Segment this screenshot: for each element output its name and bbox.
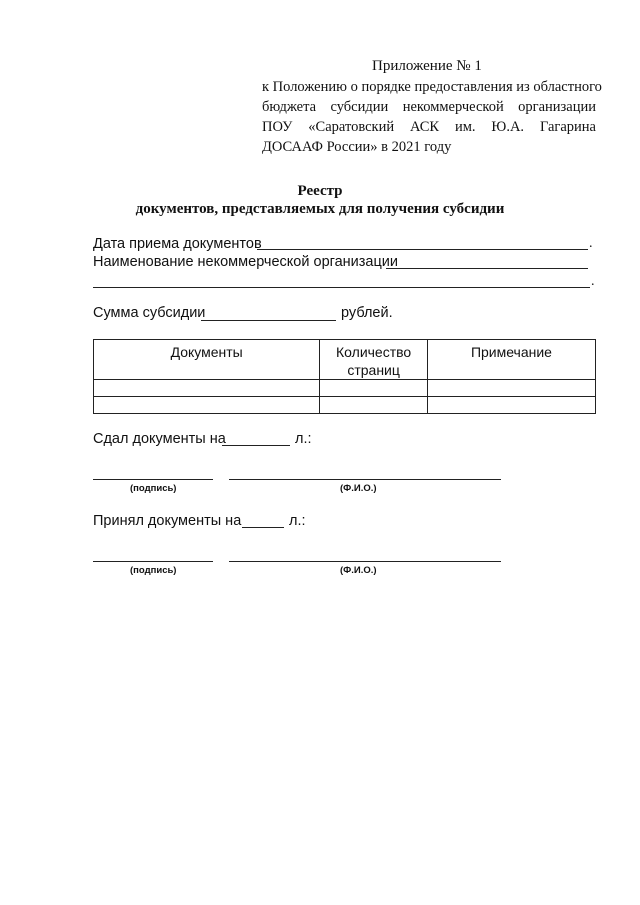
appendix-line-1: к Положению о порядке предоставления из областного [262, 79, 602, 95]
table-cell[interactable] [320, 380, 428, 397]
header-documents: Документы [94, 340, 320, 380]
appendix-line-4: ДОСААФ России» в 2021 году [262, 139, 452, 155]
date-label: Дата приема документов [93, 236, 262, 252]
appendix-line-3: ПОУ «Саратовский АСК им. Ю.А. Гагарина [262, 119, 596, 135]
documents-table [93, 339, 596, 414]
table-header-row [94, 340, 596, 380]
handed-signature-line[interactable] [93, 479, 213, 480]
handed-suffix: л.: [295, 431, 312, 447]
org-period: . [591, 274, 595, 289]
handed-label: Сдал документы на [93, 431, 226, 447]
sum-label: Сумма субсидии [93, 305, 206, 321]
handed-signature-caption: (подпись) [130, 483, 177, 494]
received-signature-caption: (подпись) [130, 565, 177, 576]
org-blank-line-2[interactable] [93, 287, 590, 288]
handed-pages-blank[interactable] [222, 445, 290, 446]
handed-name-line[interactable] [229, 479, 501, 480]
received-suffix: л.: [289, 513, 306, 529]
table-row [94, 397, 596, 414]
table-cell[interactable] [427, 380, 595, 397]
appendix-description [262, 77, 602, 157]
handed-name-caption: (Ф.И.О.) [340, 483, 377, 494]
table-cell[interactable] [94, 397, 320, 414]
received-pages-blank[interactable] [242, 527, 284, 528]
table-cell[interactable] [320, 397, 428, 414]
sum-blank[interactable] [201, 320, 336, 321]
received-signature-line[interactable] [93, 561, 213, 562]
date-blank[interactable] [257, 249, 588, 250]
table-cell[interactable] [94, 380, 320, 397]
header-page-count: Количество страниц [320, 340, 428, 380]
org-label: Наименование некоммерческой организации [93, 254, 398, 270]
received-label: Принял документы на [93, 513, 242, 529]
appendix-title: Приложение № 1 [372, 58, 482, 74]
received-name-caption: (Ф.И.О.) [340, 565, 377, 576]
appendix-line-2: бюджета субсидии некоммерческой организации [262, 99, 596, 115]
table-cell[interactable] [427, 397, 595, 414]
register-subtitle: документов, представляемых для получения субсидии [135, 201, 505, 217]
received-name-line[interactable] [229, 561, 501, 562]
register-title: Реестр [297, 183, 343, 199]
sum-unit: рублей. [341, 305, 393, 321]
date-period: . [589, 236, 593, 251]
header-note: Примечание [427, 340, 595, 380]
table-row [94, 380, 596, 397]
org-blank[interactable] [386, 268, 588, 269]
